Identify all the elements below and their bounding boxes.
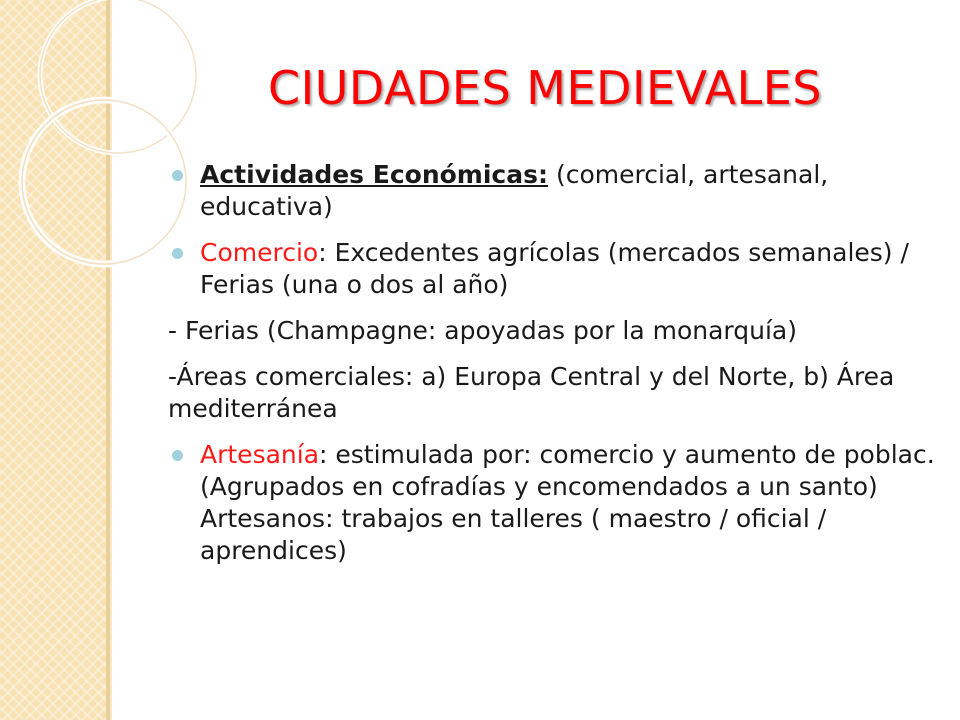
- craft-text: : estimulada por: comercio y aumento de poblac. (Agrupados en cofradías y encomendados a un santo) Artesanos: trabajos en talleres ( maestro / oficial / aprendices): [200, 440, 935, 565]
- bullet-item-comercio: [168, 237, 938, 301]
- bullet-dot-icon: [172, 248, 183, 259]
- activities-text: (comercial, artesanal, educativa): [200, 160, 829, 221]
- craft-keyword: Artesanía: [200, 440, 320, 469]
- commercial-areas-line: -Áreas comerciales: a) Europa Central y del Norte, b) Área mediterránea: [168, 362, 895, 423]
- bullet-dot-icon: [172, 450, 183, 461]
- bullet-dot-icon: [172, 170, 183, 181]
- ferias-line: - Ferias (Champagne: apoyadas por la monarquía): [168, 316, 798, 345]
- commerce-keyword: Comercio: [200, 238, 319, 267]
- slide-title: CIUDADES MEDIEVALES: [268, 61, 822, 115]
- bullet-item-actividades: [168, 159, 938, 223]
- bullet-item-artesania: [168, 439, 938, 567]
- slide-body: [168, 159, 938, 581]
- commerce-text: : Excedentes agrícolas (mercados semanales) / Ferias (una o dos al año): [200, 238, 909, 299]
- activities-heading: Actividades Económicas:: [200, 160, 548, 189]
